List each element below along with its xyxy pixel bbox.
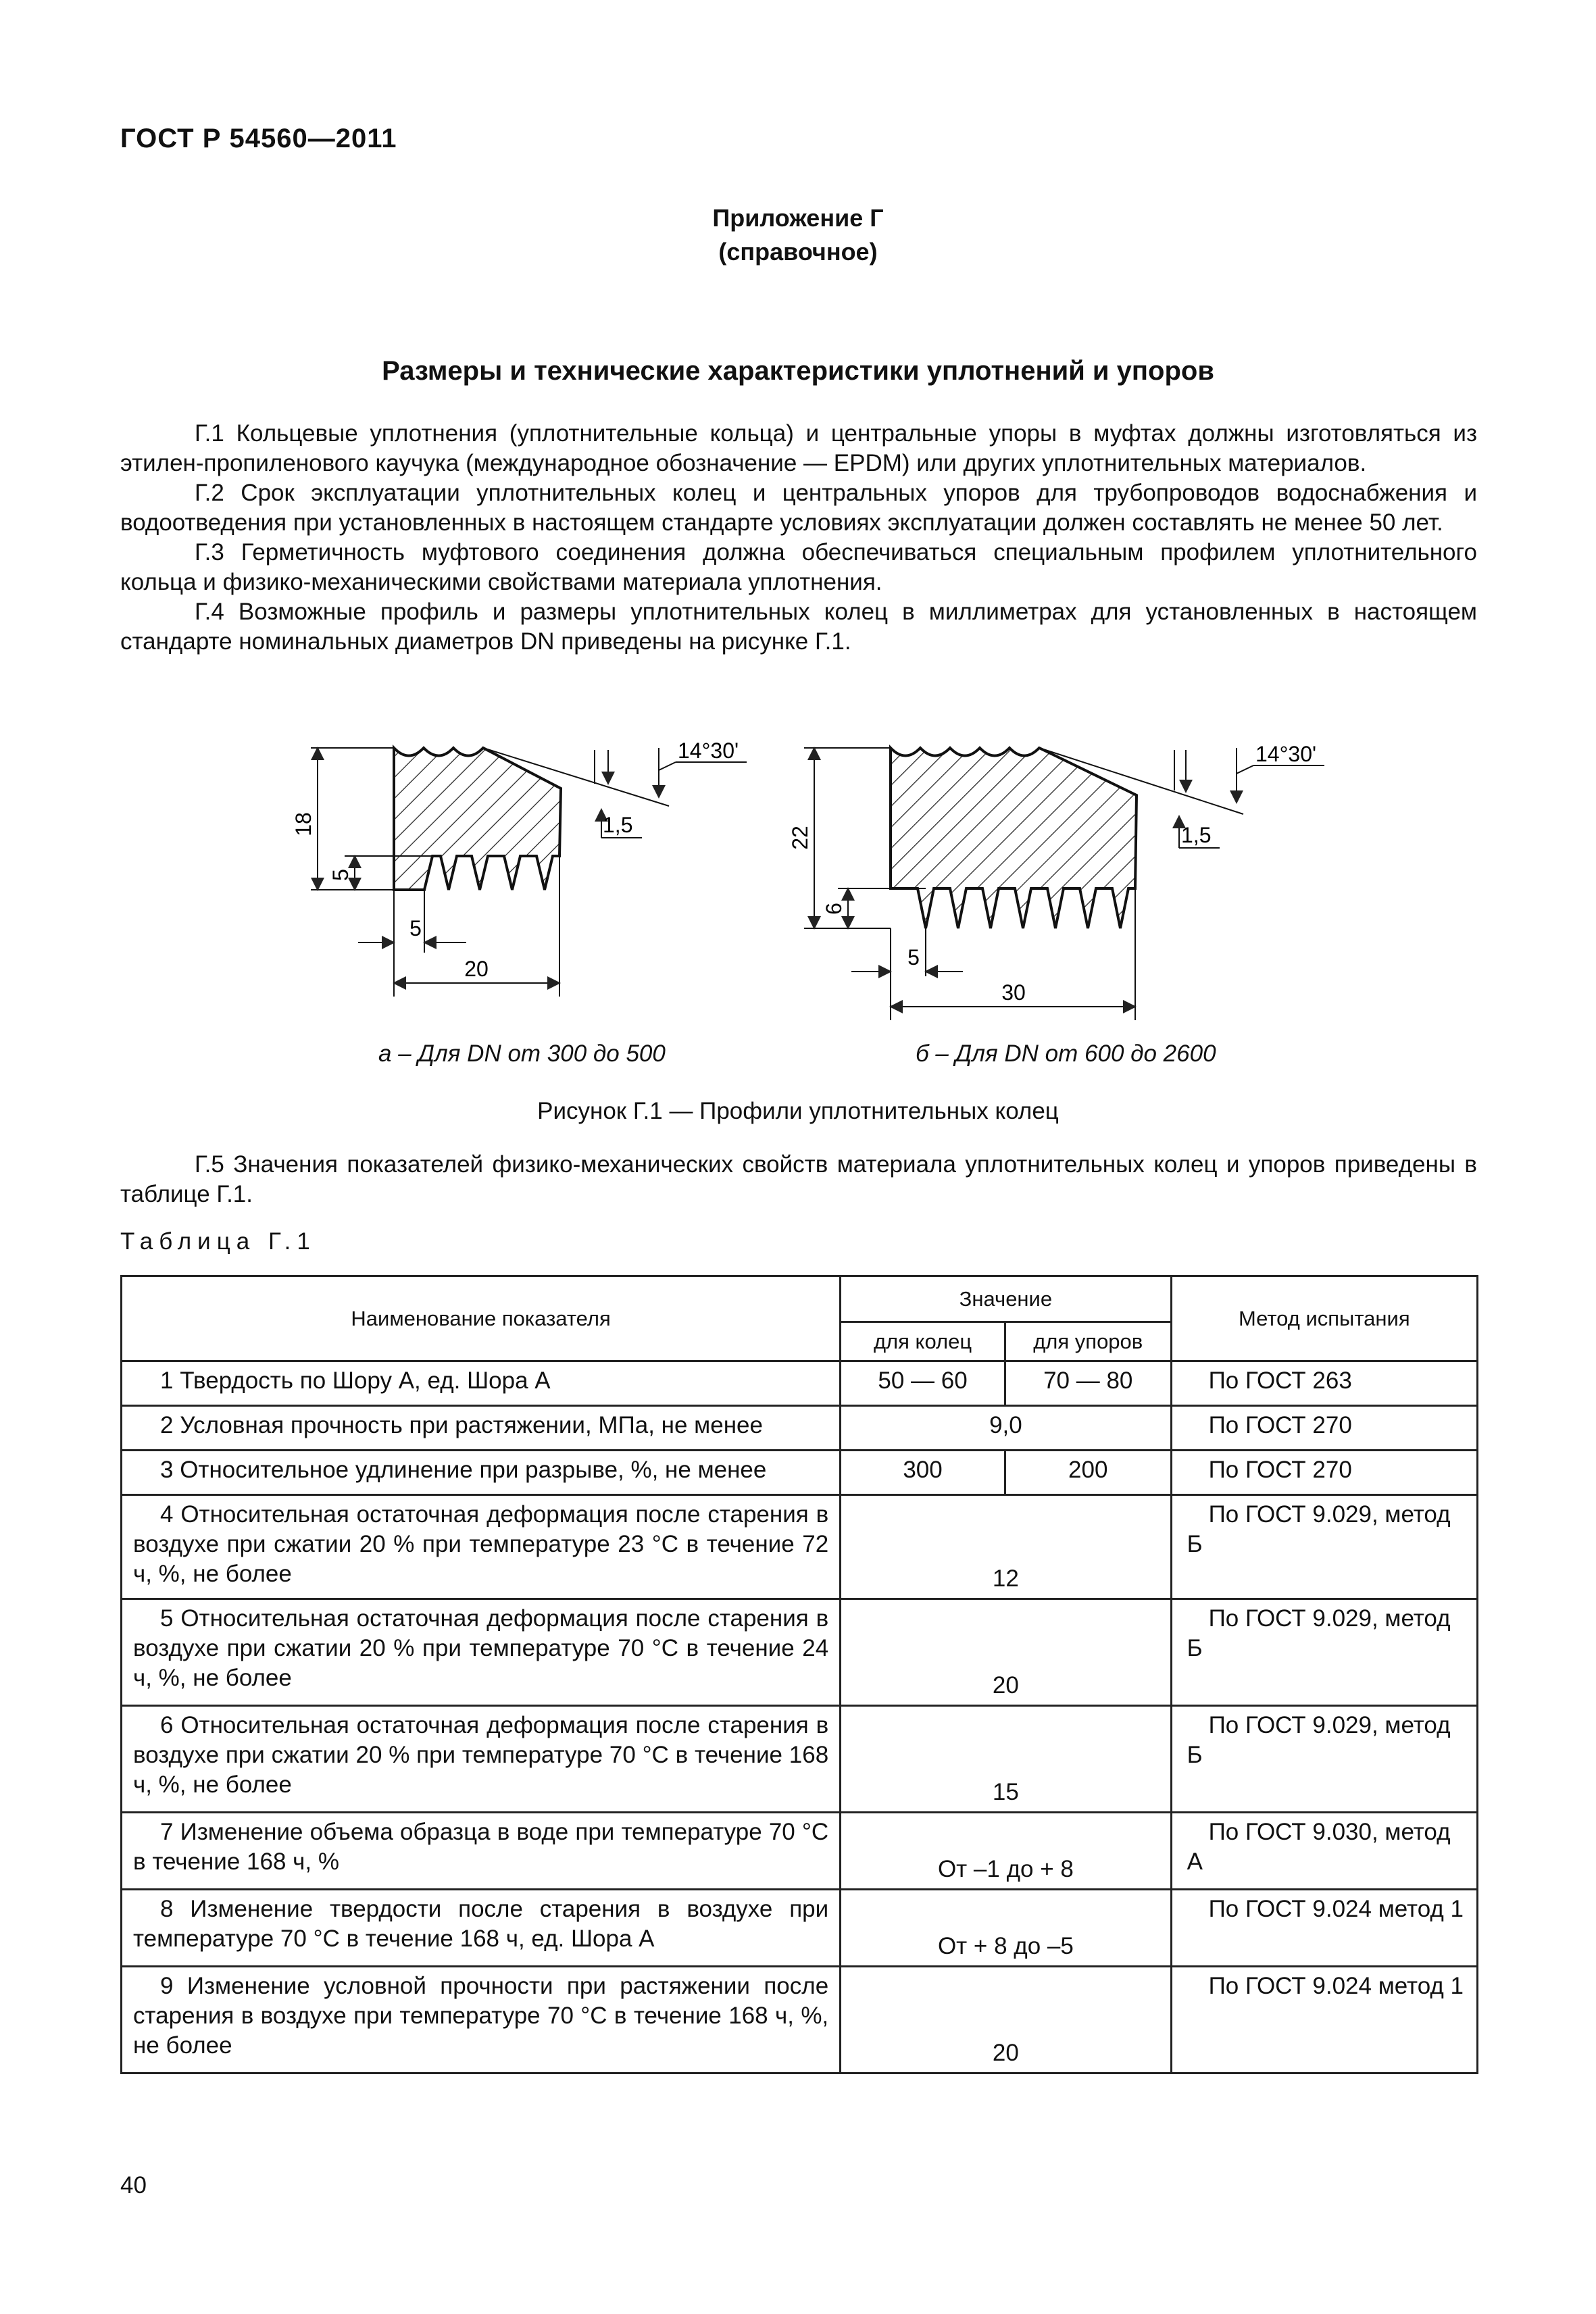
row-method: По ГОСТ 9.029, метод Б [1171, 1706, 1477, 1813]
table-row [122, 1599, 1478, 1706]
row-name: 6 Относительная остаточная деформация после старения в воздухе при сжатии 20 % при температуре 70 °С в течение 168 ч, %, не более [122, 1706, 841, 1813]
row-method: По ГОСТ 270 [1171, 1406, 1477, 1451]
section-title: Размеры и технические характеристики уплотнений и упоров [382, 356, 1214, 386]
profile-a-shape [394, 748, 561, 890]
paragraphs [120, 419, 1477, 657]
table-row [122, 1890, 1478, 1967]
figure-a-caption: а – Для DN от 300 до 500 [378, 1040, 666, 1067]
figure-caption: Рисунок Г.1 — Профили уплотнительных колец [537, 1098, 1059, 1124]
row-name: 2 Условная прочность при растяжении, МПа, не менее [122, 1406, 841, 1451]
row-method: По ГОСТ 9.030, метод А [1171, 1813, 1477, 1890]
figure-profiles [0, 730, 1596, 1108]
page-number: 40 [120, 2172, 147, 2198]
table-row [122, 1361, 1478, 1406]
table-row [122, 1451, 1478, 1495]
header-method: Метод испытания [1171, 1276, 1477, 1361]
paragraph-g4: Г.4 Возможные профиль и размеры уплотнительных колец в миллиметрах для установленных в настоящем стандарте номинальных диаметров DN приведены на рисунке Г.1. [120, 599, 1477, 655]
row-value: 15 [841, 1706, 1171, 1813]
row-name: 4 Относительная остаточная деформация после старения в воздухе при сжатии 20 % при температуре 23 °С в течение 72 ч, %, не более [122, 1495, 841, 1599]
paragraph-g3: Г.3 Герметичность муфтового соединения должна обеспечиваться специальным профилем уплотнительного кольца и физико-механическими свойствами материала уплотнения. [120, 539, 1477, 595]
appendix-type: (справочное) [718, 238, 878, 266]
row-stops: 70 — 80 [1005, 1361, 1171, 1406]
row-rings: 50 — 60 [841, 1361, 1005, 1406]
header-name: Наименование показателя [122, 1276, 841, 1361]
row-value: От –1 до + 8 [841, 1813, 1171, 1890]
appendix-heading [0, 201, 1596, 269]
row-value: 9,0 [841, 1406, 1171, 1451]
header-rings: для колец [841, 1322, 1005, 1361]
figure-b-caption: б – Для DN от 600 до 2600 [916, 1040, 1216, 1067]
row-method: По ГОСТ 9.029, метод Б [1171, 1495, 1477, 1599]
dim-b-groove: 6 [822, 903, 846, 915]
row-name: 3 Относительное удлинение при разрыве, %, не менее [122, 1451, 841, 1495]
properties-table [120, 1275, 1478, 2074]
row-method: По ГОСТ 263 [1171, 1361, 1477, 1406]
appendix-title: Приложение Г [712, 204, 884, 232]
row-rings: 300 [841, 1451, 1005, 1495]
profile-b [788, 742, 1324, 1020]
standard-header: ГОСТ Р 54560—2011 [120, 124, 397, 153]
dim-b-lip: 1,5 [1181, 823, 1212, 847]
paragraph-g5: Г.5 Значения показателей физико-механических свойств материала уплотнительных колец и упоров приведены в таблице Г.1. [120, 1151, 1477, 1207]
table-row [122, 1967, 1478, 2073]
table-row [122, 1406, 1478, 1451]
row-name: 5 Относительная остаточная деформация после старения в воздухе при сжатии 20 % при температуре 70 °С в течение 24 ч, %, не более [122, 1599, 841, 1706]
dim-b-pitch: 5 [907, 945, 920, 970]
row-value: 20 [841, 1599, 1171, 1706]
header-value: Значение [841, 1276, 1171, 1322]
row-method: По ГОСТ 9.029, метод Б [1171, 1599, 1477, 1706]
header-stops: для упоров [1005, 1322, 1171, 1361]
row-name: 1 Твердость по Шору А, ед. Шора А [122, 1361, 841, 1406]
dim-a-pitch: 5 [409, 916, 422, 940]
profile-b-shape [891, 748, 1137, 928]
row-name: 9 Изменение условной прочности при растяжении после старения в воздухе при температуре 70 °С в течение 168 ч, %, не более [122, 1967, 841, 2073]
profile-a [291, 738, 747, 997]
dim-a-height: 18 [291, 812, 316, 836]
row-name: 8 Изменение твердости после старения в воздухе при температуре 70 °С в течение 168 ч, ед. Шора А [122, 1890, 841, 1967]
row-method: По ГОСТ 270 [1171, 1451, 1477, 1495]
dim-b-height: 22 [788, 826, 812, 850]
paragraph-g1: Г.1 Кольцевые уплотнения (уплотнительные кольца) и центральные упоры в муфтах должны изготовляться из этилен-пропиленового каучука (международное обозначение — EPDM) или других уплотнительных материалов. [120, 420, 1477, 476]
table-caption: Таблица Г.1 [120, 1228, 316, 1255]
dim-b-angle: 14°30' [1255, 742, 1317, 766]
row-value: 12 [841, 1495, 1171, 1599]
paragraph-g2: Г.2 Срок эксплуатации уплотнительных колец и центральных упоров для трубопроводов водоснабжения и водоотведения при установленных в настоящем стандарте условиях эксплуатации должен составлять не менее 50 лет. [120, 480, 1477, 536]
dim-a-angle: 14°30' [678, 738, 739, 763]
table-row [122, 1813, 1478, 1890]
dim-a-width: 20 [464, 957, 489, 981]
table-row [122, 1706, 1478, 1813]
row-name: 7 Изменение объема образца в воде при температуре 70 °С в течение 168 ч, % [122, 1813, 841, 1890]
paragraph-g5-block [120, 1150, 1477, 1209]
table-row [122, 1495, 1478, 1599]
table-header-row [122, 1276, 1478, 1322]
row-stops: 200 [1005, 1451, 1171, 1495]
row-method: По ГОСТ 9.024 метод 1 [1171, 1967, 1477, 2073]
dim-b-width: 30 [1001, 980, 1026, 1005]
row-method: По ГОСТ 9.024 метод 1 [1171, 1890, 1477, 1967]
row-value: От + 8 до –5 [841, 1890, 1171, 1967]
dim-a-lip: 1,5 [603, 813, 633, 837]
row-value: 20 [841, 1967, 1171, 2073]
dim-a-groove: 5 [328, 869, 353, 881]
